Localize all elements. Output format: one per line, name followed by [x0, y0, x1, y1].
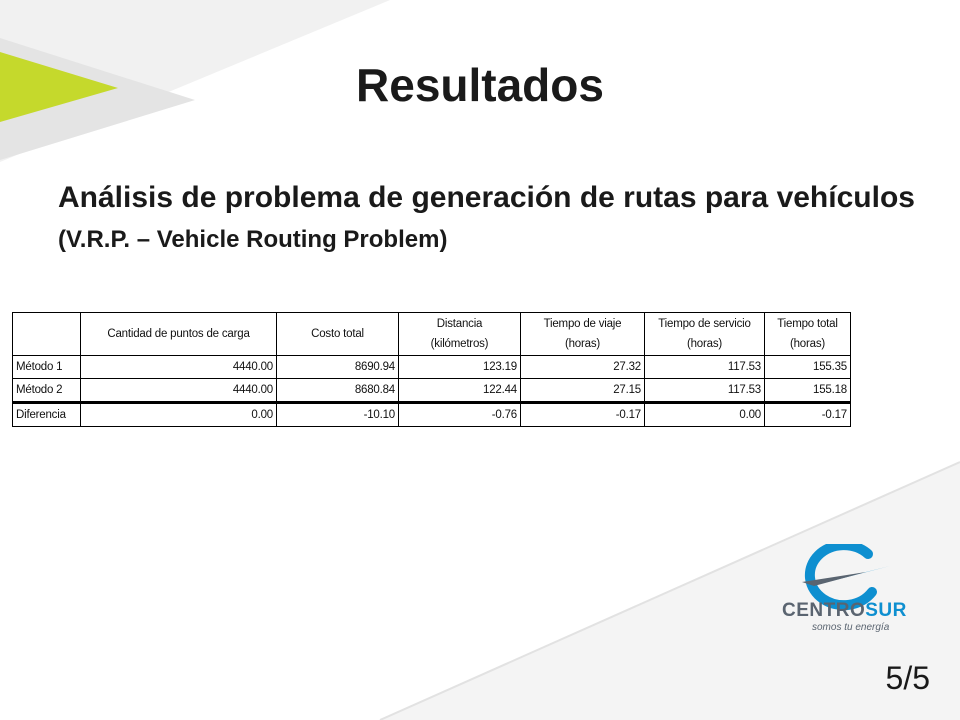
table-cell: 117.53 — [645, 356, 765, 379]
table-cell: -10.10 — [277, 403, 399, 427]
table-cell: 122.44 — [399, 379, 521, 403]
results-table — [12, 312, 851, 427]
table-cell: 4440.00 — [81, 379, 277, 403]
table-cell: 27.32 — [521, 356, 645, 379]
table-header-cell: Tiempo de servicio (horas) — [645, 313, 765, 356]
table-cell: 123.19 — [399, 356, 521, 379]
row-label: Método 2 — [13, 379, 81, 403]
table-header-cell: Tiempo total (horas) — [765, 313, 851, 356]
table-cell: -0.17 — [521, 403, 645, 427]
table-row — [13, 379, 851, 403]
table-header-row — [13, 313, 851, 356]
table-cell: 8690.94 — [277, 356, 399, 379]
table-cell: 155.18 — [765, 379, 851, 403]
subtitle-abbreviation: (V.R.P. – Vehicle Routing Problem) — [58, 225, 448, 253]
table-header-cell: Costo total — [277, 313, 399, 356]
page-number: 5/5 — [885, 660, 930, 696]
table-cell: 0.00 — [645, 403, 765, 427]
table-cell: 117.53 — [645, 379, 765, 403]
table-header-cell: Cantidad de puntos de carga — [81, 313, 277, 356]
table-cell: 27.15 — [521, 379, 645, 403]
slide-subtitle — [58, 178, 918, 257]
row-label: Método 1 — [13, 356, 81, 379]
table-header-cell: Distancia (kilómetros) — [399, 313, 521, 356]
table-cell: -0.76 — [399, 403, 521, 427]
row-label: Diferencia — [13, 403, 81, 427]
page-title: Resultados — [356, 59, 604, 111]
table-cell: 0.00 — [81, 403, 277, 427]
subtitle-main: Análisis de problema de generación de rutas para vehículos — [58, 181, 915, 214]
brand-name — [782, 600, 930, 622]
table-header-cell: Tiempo de viaje (horas) — [521, 313, 645, 356]
table-row-difference — [13, 403, 851, 427]
table-header-cell — [13, 313, 81, 356]
table-cell: -0.17 — [765, 403, 851, 427]
brand-part-2: SUR — [865, 600, 907, 621]
table-cell: 4440.00 — [81, 356, 277, 379]
table-cell: 155.35 — [765, 356, 851, 379]
brand-part-1: CENTRO — [782, 600, 866, 621]
table-cell: 8680.84 — [277, 379, 399, 403]
brand-slogan: somos tu energía — [812, 622, 890, 633]
table-row — [13, 356, 851, 379]
